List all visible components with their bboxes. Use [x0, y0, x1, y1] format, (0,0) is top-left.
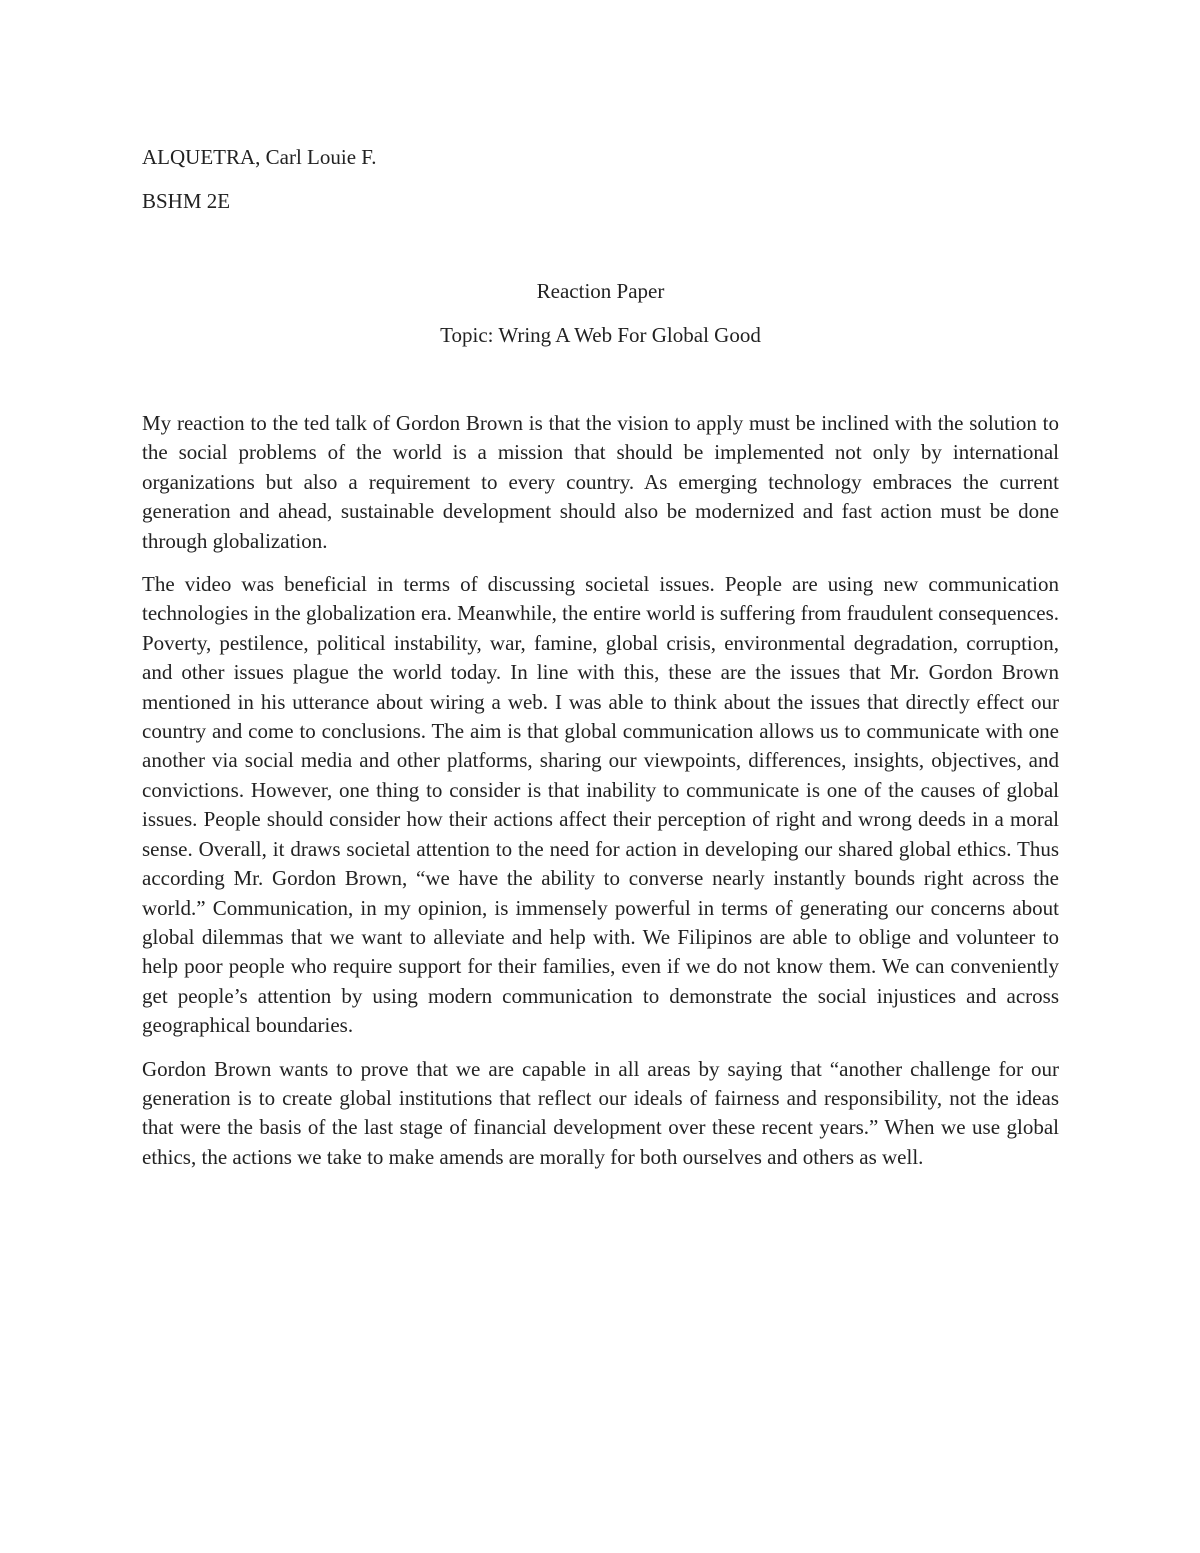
- paragraph-1: My reaction to the ted talk of Gordon Brown is that the vision to apply must be inclined with the solution to the social problems of the world is a mission that should be implemented not only by international organizations but also a requirement to every country. As emerging technology embraces the current generation and ahead, sustainable development should also be modernized and fast action must be done through globalization.: [142, 411, 1059, 553]
- paragraph-3: Gordon Brown wants to prove that we are capable in all areas by saying that “another challenge for our generation is to create global institutions that reflect our ideals of fairness and responsibility, not the ideas that were the basis of the last stage of financial development over these recent years.” When we use global ethics, the actions we take to make amends are morally for both ourselves and others as well.: [142, 1056, 1059, 1169]
- header-block: [142, 142, 1059, 230]
- document-topic: Topic: Wring A Web For Global Good: [440, 323, 761, 347]
- body-text: [142, 409, 1059, 1186]
- paragraph-2: The video was beneficial in terms of discussing societal issues. People are using new communication technologies in the globalization era. Meanwhile, the entire world is suffering from fraudulent consequences. Poverty, pestilence, political instability, war, famine, global crisis, environmental degradation, corruption, and other issues plague the world today. In line with this, these are the issues that Mr. Gordon Brown mentioned in his utterance about wiring a web. I was able to think about the issues that directly effect our country and come to conclusions. The aim is that global communication allows us to communicate with one another via social media and other platforms, sharing our viewpoints, differences, insights, objectives, and convictions. However, one thing to consider is that inability to communicate is one of the causes of global issues. People should consider how their actions affect their perception of right and wrong deeds in a moral sense. Overall, it draws societal attention to the need for action in developing our shared global ethics. Thus according Mr. Gordon Brown, “we have the ability to converse nearly instantly bounds right across the world.” Communication, in my opinion, is immensely powerful in terms of generating our concerns about global dilemmas that we want to alleviate and help with. We Filipinos are able to oblige and volunteer to help poor people who require support for their families, even if we do not know them. We can conveniently get people’s attention by using modern communication to demonstrate the social injustices and across geographical boundaries.: [142, 572, 1059, 1038]
- author-name: ALQUETRA, Carl Louie F.: [142, 145, 377, 169]
- document-title: Reaction Paper: [536, 279, 665, 303]
- title-block: [142, 276, 1059, 364]
- section-label: BSHM 2E: [142, 189, 231, 213]
